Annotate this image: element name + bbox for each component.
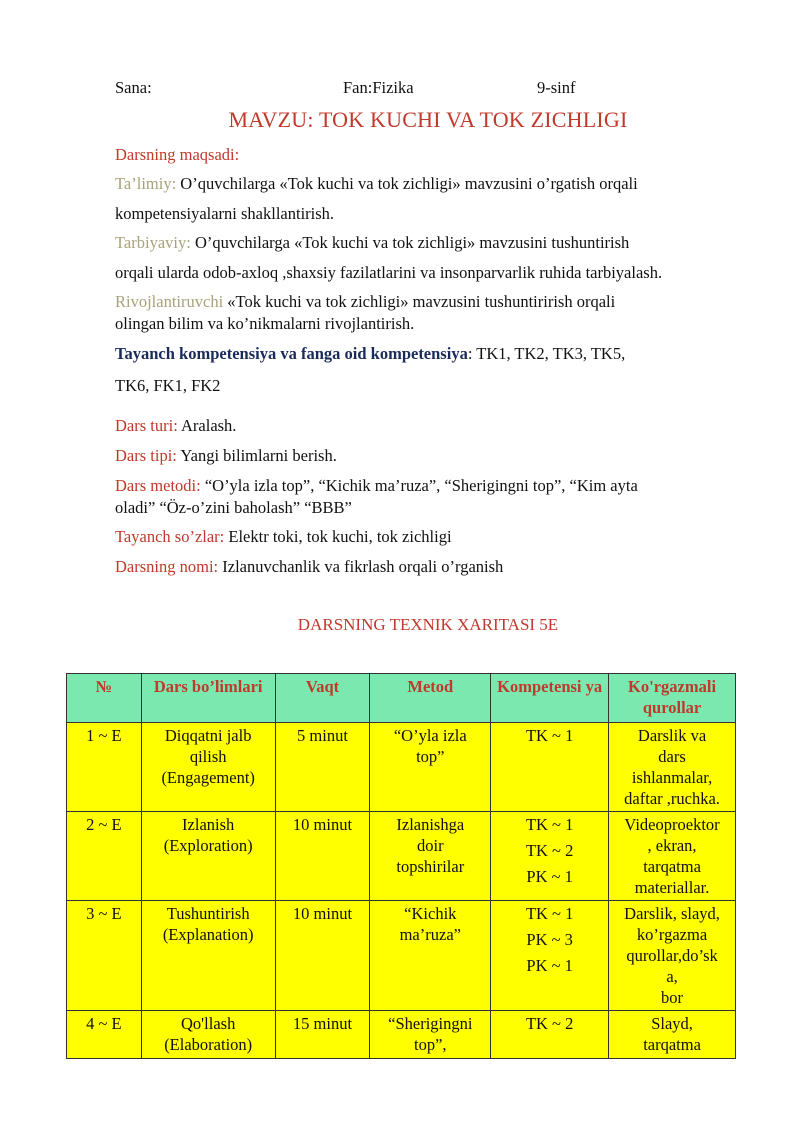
talimiy-text: O’quvchilarga «Tok kuchi va tok zichligi» mavzusini o’rgatish orqali (176, 174, 638, 193)
cell-time (275, 812, 370, 901)
cell-number (67, 812, 142, 901)
competence-line-1 (115, 344, 625, 364)
cell-text: Izlanishga (396, 815, 465, 834)
col-header-time: Vaqt (275, 674, 370, 723)
cell-lesson-part (141, 723, 275, 812)
cell-text: Qo'llash (181, 1014, 236, 1033)
cell-text: bor (661, 988, 684, 1007)
competence-label: Tayanch kompetensiya va fanga oid kompetensiya (115, 344, 468, 363)
table-header-row (67, 674, 736, 723)
cell-number (67, 901, 142, 1011)
tarbiyaviy-text: O’quvchilarga «Tok kuchi va tok zichligi» mavzusini tushuntirish (190, 233, 630, 252)
cell-text: Darslik, slayd, (624, 904, 720, 923)
cell-text: top” (416, 747, 445, 766)
cell-text: Slayd, (651, 1014, 693, 1033)
cell-method (370, 812, 491, 901)
cell-text: tarqatma (643, 857, 701, 876)
keywords-label: Tayanch so’zlar: (115, 527, 225, 546)
cell-tools (609, 723, 736, 812)
cell-text: “Sherigingni (388, 1014, 473, 1033)
cell-tools (609, 812, 736, 901)
table-row (67, 812, 736, 901)
cell-text: “O’yla izla (393, 726, 467, 745)
cell-text: (Engagement) (161, 768, 255, 787)
cell-time (275, 723, 370, 812)
lesson-method-value: “O’yla izla top”, “Kichik ma’ruza”, “Sherigingni top”, “Kim ayta (200, 476, 638, 495)
talimiy-line-1 (115, 174, 638, 194)
rivojlantiruvchi-text: «Tok kuchi va tok zichligi» mavzusini tushuntirirish orqali (223, 292, 616, 311)
cell-text: TK ~ 1 (525, 815, 574, 834)
cell-text: qilish (189, 747, 227, 766)
lesson-name-label: Darsning nomi: (115, 557, 219, 576)
col-header-competence: Kompetensi ya (491, 674, 609, 723)
table-row (67, 723, 736, 812)
cell-text: qurollar,do’sk (626, 946, 718, 965)
cell-text: PK ~ 1 (526, 867, 573, 886)
rivojlantiruvchi-line-1 (115, 292, 615, 312)
lesson-method-line-1 (115, 476, 638, 496)
subject-label: Fan:Fizika (343, 78, 414, 97)
competence-line-2: TK6, FK1, FK2 (115, 376, 221, 395)
lesson-type-line (115, 416, 236, 436)
cell-competence (491, 812, 609, 901)
lesson-type-value: Aralash. (177, 416, 237, 435)
cell-tools (609, 901, 736, 1011)
cell-text: PK ~ 1 (526, 956, 573, 975)
cell-text: doir (416, 836, 444, 855)
cell-text: 15 minut (292, 1014, 353, 1033)
rivojlantiruvchi-label: Rivojlantiruvchi (115, 292, 224, 311)
cell-text: TK ~ 1 (525, 904, 574, 923)
keywords-value: Elektr toki, tok kuchi, tok zichligi (224, 527, 452, 546)
cell-text: PK ~ 3 (526, 930, 573, 949)
cell-text: Darslik va (637, 726, 707, 745)
lesson-map-table (66, 673, 736, 1059)
cell-text: tarqatma (643, 1035, 701, 1054)
cell-text: 3 ~ E (86, 904, 122, 923)
talimiy-label: Ta’limiy: (115, 174, 177, 193)
lesson-name-value: Izlanuvchanlik va fikrlash orqali o’rganish (218, 557, 504, 576)
cell-text: (Exploration) (163, 836, 253, 855)
cell-text: Izlanish (182, 815, 235, 834)
cell-text: Diqqatni jalb (164, 726, 252, 745)
cell-competence (491, 723, 609, 812)
date-label: Sana: (115, 78, 152, 97)
cell-competence (491, 901, 609, 1011)
cell-text: “Kichik (404, 904, 457, 923)
table-row (67, 1011, 736, 1059)
cell-lesson-part (141, 812, 275, 901)
cell-method (370, 723, 491, 812)
cell-tools (609, 1011, 736, 1059)
lesson-method-line-2: oladi” “Öz-o’zini baholash” “BBB” (115, 498, 352, 517)
keywords-line (115, 527, 452, 547)
cell-time (275, 1011, 370, 1059)
cell-text: TK ~ 2 (525, 841, 574, 860)
cell-time (275, 901, 370, 1011)
col-header-number: № (67, 674, 142, 723)
cell-text: 2 ~ E (86, 815, 122, 834)
cell-text: (Explanation) (162, 925, 254, 944)
cell-text: daftar ,ruchka. (624, 789, 720, 808)
lesson-kind-value: Yangi bilimlarni berish. (176, 446, 337, 465)
lesson-method-label: Dars metodi: (115, 476, 201, 495)
cell-number (67, 723, 142, 812)
cell-text: Videoproektor (624, 815, 720, 834)
tarbiyaviy-label: Tarbiyaviy: (115, 233, 191, 252)
goals-heading: Darsning maqsadi: (115, 145, 240, 164)
cell-text: ko’rgazma (636, 925, 708, 944)
cell-text: ma’ruza” (399, 925, 461, 944)
table-title: DARSNING TEXNIK XARITASI 5E (297, 615, 559, 634)
cell-text: TK ~ 1 (525, 726, 574, 745)
cell-lesson-part (141, 901, 275, 1011)
col-header-tools: Ko'rgazmali qurollar (609, 674, 736, 723)
cell-competence (491, 1011, 609, 1059)
cell-text: 10 minut (292, 904, 353, 923)
competence-text: : TK1, TK2, TK3, TK5, (467, 344, 626, 363)
col-header-method: Metod (370, 674, 491, 723)
cell-text: materiallar. (634, 878, 710, 897)
cell-method (370, 901, 491, 1011)
table-row (67, 901, 736, 1011)
talimiy-line-2: kompetensiyalarni shakllantirish. (115, 204, 335, 223)
lesson-kind-line (115, 446, 337, 466)
page-title: MAVZU: TOK KUCHI VA TOK ZICHLIGI (228, 107, 628, 132)
lesson-kind-label: Dars tipi: (115, 446, 177, 465)
cell-text: TK ~ 2 (525, 1014, 574, 1033)
cell-method (370, 1011, 491, 1059)
tarbiyaviy-line-2: orqali ularda odob-axloq ,shaxsiy fazilatlarini va insonparvarlik ruhida tarbiyalash. (115, 263, 663, 282)
tarbiyaviy-line-1 (115, 233, 629, 253)
cell-text: Tushuntirish (166, 904, 250, 923)
rivojlantiruvchi-line-2: olingan bilim va ko’nikmalarni rivojlantirish. (115, 314, 415, 333)
lesson-type-label: Dars turi: (115, 416, 178, 435)
cell-text: topshirilar (396, 857, 465, 876)
cell-text: , ekran, (647, 836, 697, 855)
table-body (67, 723, 736, 1059)
cell-number (67, 1011, 142, 1059)
col-header-parts: Dars bo’limlari (141, 674, 275, 723)
cell-text: 1 ~ E (86, 726, 122, 745)
cell-lesson-part (141, 1011, 275, 1059)
grade-label: 9-sinf (537, 78, 576, 97)
lesson-name-line (115, 557, 503, 577)
cell-text: (Elaboration) (164, 1035, 253, 1054)
cell-text: top”, (414, 1035, 447, 1054)
cell-text: 10 minut (292, 815, 353, 834)
cell-text: ishlanmalar, (631, 768, 713, 787)
cell-text: 5 minut (297, 726, 348, 745)
cell-text: dars (658, 747, 686, 766)
cell-text: 4 ~ E (86, 1014, 122, 1033)
cell-text: a, (666, 967, 678, 986)
